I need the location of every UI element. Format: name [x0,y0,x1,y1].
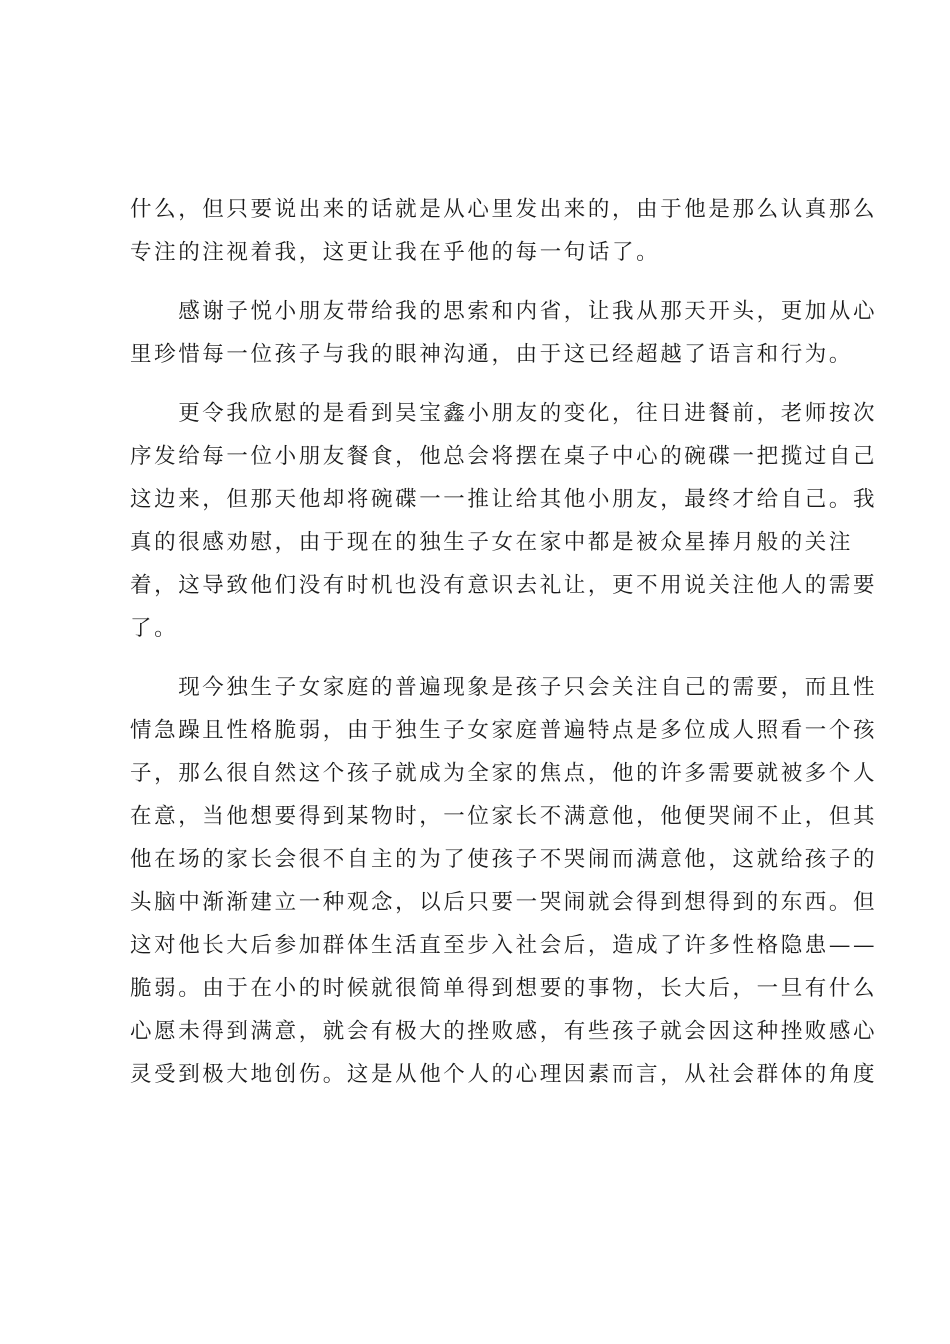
text-line: 这对他长大后参加群体生活直至步入社会后，造成了许多性格隐患—— [130,933,878,958]
text-line: 感谢子悦小朋友带给我的思索和内省，让我从那天开头，更加从心 [130,299,878,324]
text-line: 子，那么很自然这个孩子就成为全家的焦点，他的许多需要就被多个人 [130,761,878,786]
text-line: 现今独生子女家庭的普遍现象是孩子只会关注自己的需要，而且性 [130,675,878,700]
text-line: 专注的注视着我，这更让我在乎他的每一句话了。 [130,240,661,265]
text-line: 脆弱。由于在小的时候就很简单得到想要的事物，长大后，一旦有什么 [130,976,878,1001]
paragraph-4 [130,666,878,1096]
text-line: 他在场的家长会很不自主的为了使孩子不哭闹而满意他，这就给孩子的 [130,847,878,872]
paragraph-1 [130,188,878,274]
text-line: 心愿未得到满意，就会有极大的挫败感，有些孩子就会因这种挫败感心 [130,1019,878,1044]
text-line: 更令我欣慰的是看到吴宝鑫小朋友的变化，往日进餐前，老师按次 [130,401,878,426]
document-body [130,188,878,1096]
text-line: 在意，当他想要得到某物时，一位家长不满意他，他便哭闹不止，但其 [130,804,878,829]
text-line: 情急躁且性格脆弱，由于独生子女家庭普遍特点是多位成人照看一个孩 [130,718,878,743]
text-line: 着，这导致他们没有时机也没有意识去礼让，更不用说关注他人的需要 [130,573,878,598]
text-line: 什么，但只要说出来的话就是从心里发出来的，由于他是那么认真那么 [130,197,878,222]
text-line: 序发给每一位小朋友餐食，他总会将摆在桌子中心的碗碟一把揽过自己 [130,444,878,469]
paragraph-2 [130,290,878,376]
text-line: 头脑中渐渐建立一种观念，以后只要一哭闹就会得到想得到的东西。但 [130,890,878,915]
text-line: 了。 [130,616,179,641]
text-line: 灵受到极大地创伤。这是从他个人的心理因素而言，从社会群体的角度 [130,1062,878,1087]
text-line: 真的很感劝慰，由于现在的独生子女在家中都是被众星捧月般的关注 [130,530,854,555]
paragraph-3 [130,392,878,650]
text-line: 这边来，但那天他却将碗碟一一推让给其他小朋友，最终才给自己。我 [130,487,878,512]
text-line: 里珍惜每一位孩子与我的眼神沟通，由于这已经超越了语言和行为。 [130,342,854,367]
